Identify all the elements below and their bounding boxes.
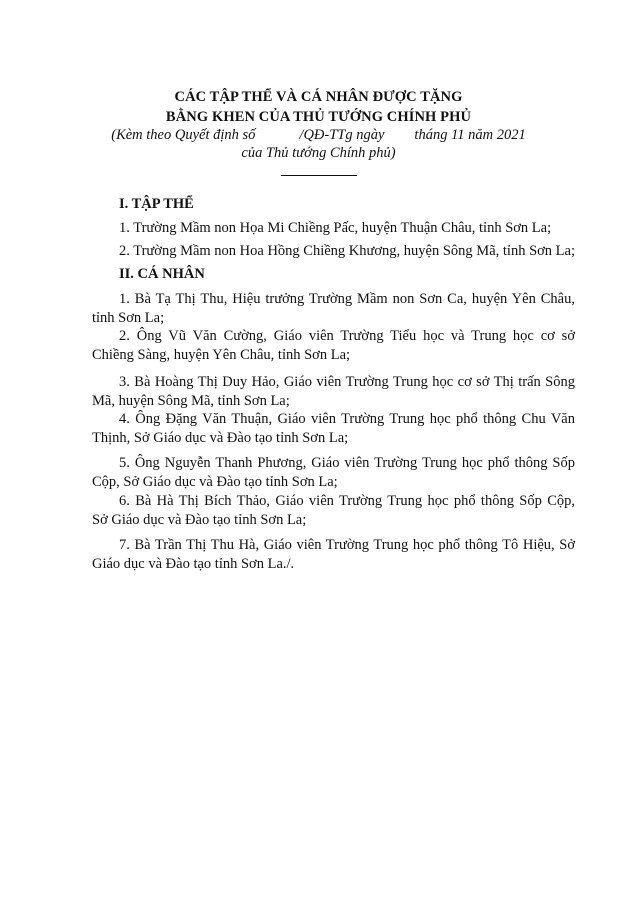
subtitle-date: tháng 11 năm 2021 — [414, 127, 526, 143]
individual-item-5-line2: Cộp, Sở Giáo dục và Đào tạo tỉnh Sơn La; — [92, 474, 338, 490]
document-subtitle-line1 — [0, 127, 637, 144]
individual-item-6-line2: Sở Giáo dục và Đào tạo tỉnh Sơn La; — [92, 512, 307, 528]
document-title-line1: CÁC TẬP THỂ VÀ CÁ NHÂN ĐƯỢC TẶNG — [174, 89, 463, 105]
collective-item-2: 2. Trường Mầm non Hoa Hồng Chiềng Khương, huyện Sông Mã, tỉnh Sơn La; — [119, 243, 575, 259]
individual-item-2 — [92, 327, 575, 365]
individual-item-3-line2: Mã, huyện Sông Mã, tỉnh Sơn La; — [92, 393, 290, 409]
title-divider — [281, 175, 357, 176]
individual-item-1 — [92, 290, 575, 328]
individual-item-7-line1: 7. Bà Trần Thị Thu Hà, Giáo viên Trường Trung học phổ thông Tô Hiệu, Sở — [119, 537, 575, 553]
individual-item-3-line1: 3. Bà Hoàng Thị Duy Hảo, Giáo viên Trường Trung học cơ sở Thị trấn Sông — [119, 374, 575, 390]
individual-item-6-line1: 6. Bà Hà Thị Bích Thảo, Giáo viên Trường Trung học phổ thông Sốp Cộp, — [119, 493, 575, 509]
document-title-line2: BẰNG KHEN CỦA THỦ TƯỚNG CHÍNH PHỦ — [165, 109, 472, 125]
collective-item-1: 1. Trường Mầm non Họa Mi Chiềng Pấc, huyện Thuận Châu, tỉnh Sơn La; — [119, 220, 552, 236]
individual-item-4-line1: 4. Ông Đặng Văn Thuận, Giáo viên Trường Trung học phổ thông Chu Văn — [119, 411, 575, 427]
document-subtitle-line2: của Thủ tướng Chính phủ) — [241, 145, 396, 161]
individual-item-4 — [92, 410, 575, 448]
individual-item-1-line2: tỉnh Sơn La; — [92, 310, 165, 326]
subtitle-decision-code: /QĐ-TTg ngày — [299, 127, 385, 143]
individual-item-2-line1: 2. Ông Vũ Văn Cường, Giáo viên Trường Tiểu học và Trung học cơ sở — [119, 328, 575, 344]
individual-item-7 — [92, 536, 575, 574]
individual-item-3 — [92, 373, 575, 411]
individual-item-2-line2: Chiềng Sàng, huyện Yên Châu, tỉnh Sơn La; — [92, 347, 351, 363]
individual-item-1-line1: 1. Bà Tạ Thị Thu, Hiệu trưởng Trường Mầm non Sơn Ca, huyện Yên Châu, — [119, 291, 575, 307]
individual-item-6 — [92, 492, 575, 530]
individual-item-5-line1: 5. Ông Nguyễn Thanh Phương, Giáo viên Trường Trung học phổ thông Sốp — [119, 455, 575, 471]
section-heading-individuals: II. CÁ NHÂN — [119, 266, 205, 282]
subtitle-decision-label: (Kèm theo Quyết định số — [111, 127, 256, 143]
individual-item-7-line2: Giáo dục và Đào tạo tỉnh Sơn La./. — [92, 556, 295, 572]
section-heading-collectives: I. TẬP THỂ — [119, 196, 194, 212]
individual-item-5 — [92, 454, 575, 492]
individual-item-4-line2: Thịnh, Sở Giáo dục và Đào tạo tỉnh Sơn La; — [92, 430, 349, 446]
